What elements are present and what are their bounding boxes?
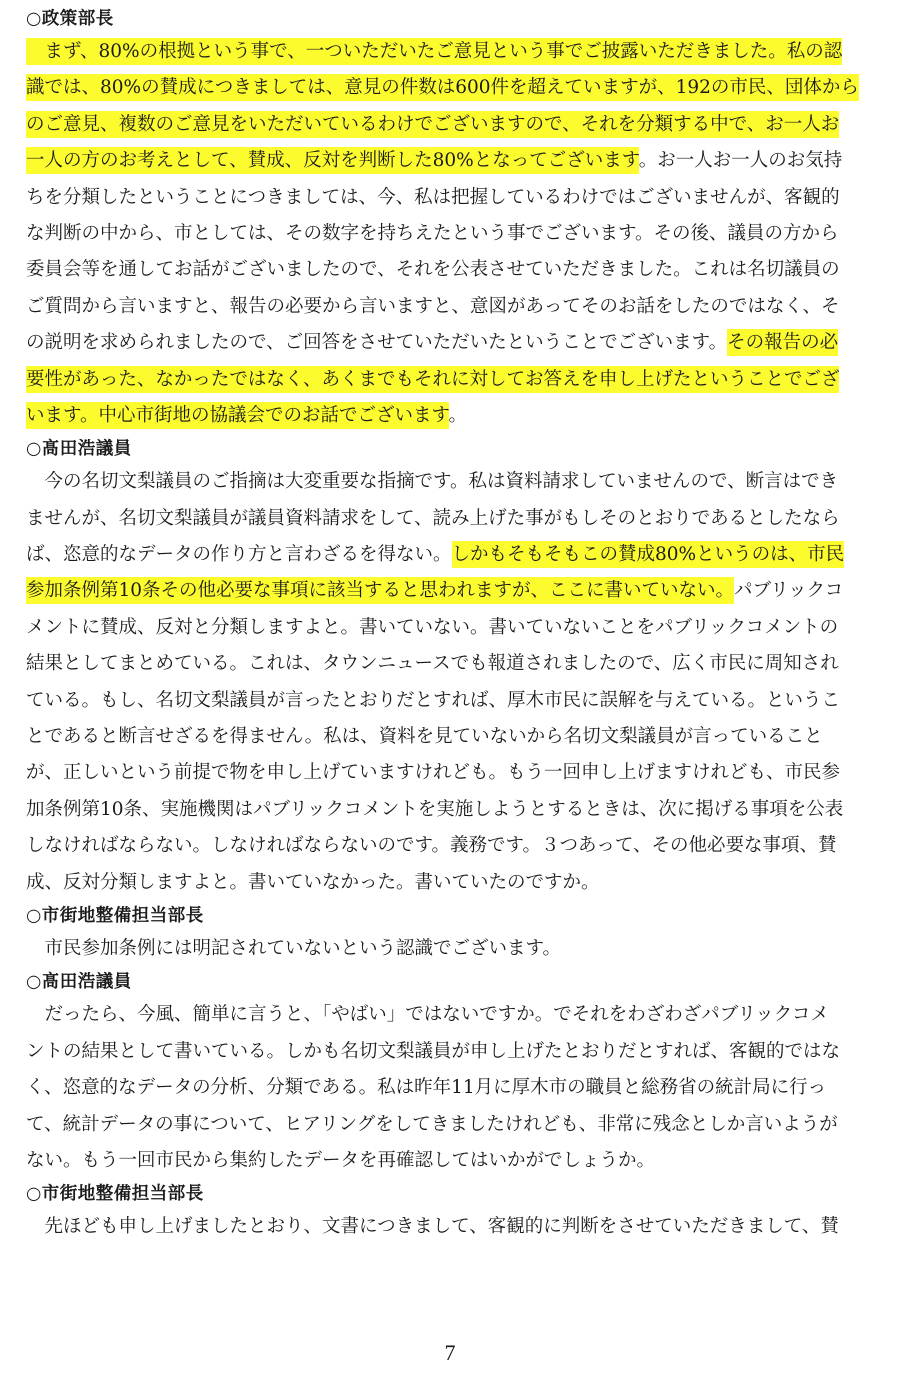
text-line	[26, 1209, 892, 1245]
text-line	[26, 931, 892, 967]
text-line	[26, 573, 892, 609]
text-line	[26, 398, 892, 434]
text-line	[26, 216, 892, 252]
text-segment: 。	[448, 404, 468, 426]
text-line	[26, 719, 892, 755]
text-line	[26, 828, 892, 864]
text-segment: な判断の中から、市としては、その数字を持ちえたという事でございます。その後、議員の方から	[26, 222, 839, 244]
text-segment: が、正しいという前提で物を申し上げていますけれども。もう一回申し上げますけれども、市民参	[26, 762, 841, 784]
text-line	[26, 1070, 892, 1106]
text-segment: 今の名切文梨議員のご指摘は大変重要な指摘です。私は資料請求していませんので、断言はでき	[26, 471, 839, 493]
text-segment: とであると断言せざるを得ません。私は、資料を見ていないから名切文梨議員が言っていること	[26, 726, 823, 748]
text-line	[26, 143, 892, 179]
text-line	[26, 683, 892, 719]
highlighted-text: います。中心市街地の協議会でのお話でございます	[26, 402, 449, 429]
text-segment: メントに賛成、反対と分類しますよと。書いていない。書いていないことをパブリックコメントの	[26, 616, 839, 638]
highlighted-text: 参加条例第10条その他必要な事項に該当すると思われますが、ここに書いていない。	[26, 577, 734, 604]
text-segment: 委員会等を通してお話がございましたので、それを公表させていただきました。これは名切議員の	[26, 259, 840, 281]
text-segment: 先ほども申し上げましたとおり、文書につきまして、客観的に判断をさせていただきまして、賛	[26, 1216, 839, 1238]
text-line	[26, 501, 892, 537]
speaker-heading: ○市街地整備担当部長	[26, 905, 204, 926]
highlighted-text: 一人の方のお考えとして、賛成、反対を判断した80%となってございます	[26, 147, 639, 174]
text-line	[26, 289, 892, 325]
text-line	[26, 34, 892, 70]
text-segment: く、恣意的なデータの分析、分類である。私は昨年11月に厚木市の職員と総務省の統計局に行っ	[26, 1077, 827, 1099]
text-line	[26, 537, 892, 573]
text-line	[26, 865, 892, 901]
highlighted-text: まず、80%の根拠という事で、一ついただいたご意見という事でご披露いただきました。私の認	[26, 38, 842, 65]
text-segment: ントの結果として書いている。しかも名切文梨議員が申し上げたとおりだとすれば、客観的ではな	[26, 1040, 841, 1062]
text-line	[26, 1143, 892, 1179]
highlighted-text: その報告の必	[727, 329, 838, 356]
speaker-heading: ○政策部長	[26, 9, 114, 29]
text-segment: 加条例第10条、実施機関はパブリックコメントを実施しようとするときは、次に掲げる事項を公表	[26, 798, 844, 820]
text-segment: しなければならない。しなければならないのです。義務です。３つあって、その他必要な事項、賛	[26, 835, 837, 857]
speaker-heading: ○髙田浩議員	[26, 439, 132, 460]
page-number: 7	[444, 1340, 456, 1365]
text-line	[26, 70, 892, 106]
text-segment: ませんが、名切文梨議員が議員資料請求をして、読み上げた事がもしそのとおりであるとしたなら	[26, 507, 840, 529]
text-line	[26, 792, 892, 828]
text-segment: ない。もう一回市民から集約したデータを再確認してはいかがでしょうか。	[26, 1149, 656, 1171]
text-line	[26, 252, 892, 288]
text-segment: 結果としてまとめている。これは、タウンニュースでも報道されましたので、広く市民に周知され	[26, 653, 839, 675]
text-line	[26, 997, 892, 1033]
text-segment: 。お一人お一人のお気持	[638, 150, 843, 172]
text-line	[26, 610, 892, 646]
minutes-body	[26, 4, 892, 1246]
text-segment: だったら、今風、簡単に言うと、「やばい」ではないですか。でそれをわざわざパブリックコメ	[26, 1004, 829, 1026]
speaker-heading: ○市街地整備担当部長	[26, 1184, 204, 1205]
text-line	[26, 325, 892, 361]
text-line	[26, 464, 892, 500]
text-segment: 成、反対分類しますよと。書いていなかった。書いていたのですか。	[26, 871, 600, 893]
highlighted-text: 識では、80%の賛成につきましては、意見の件数は600件を超えていますが、192の市民、団体から	[26, 74, 859, 101]
text-segment: ている。もし、名切文梨議員が言ったとおりだとすれば、厚木市民に誤解を与えている。というこ	[26, 689, 841, 711]
text-segment: パブリックコ	[734, 580, 844, 602]
text-line	[26, 1034, 892, 1070]
text-segment: ご質問から言いますと、報告の必要から言いますと、意図があってそのお話をしたのではなく、そ	[26, 295, 840, 317]
text-segment: ば、恣意的なデータの作り方と言わざるを得ない。	[26, 544, 452, 566]
text-segment: 市民参加条例には明記されていないという認識でございます。	[26, 937, 562, 959]
text-line	[26, 107, 892, 143]
text-segment: て、統計データの事について、ヒアリングをしてきましたけれども、非常に残念としか言いようが	[26, 1113, 838, 1135]
text-line	[26, 755, 892, 791]
text-line	[26, 1107, 892, 1143]
text-line	[26, 646, 892, 682]
text-line	[26, 180, 892, 216]
speaker-heading: ○髙田浩議員	[26, 972, 132, 993]
highlighted-text: 要性があった、なかったではなく、あくまでもそれに対してお答えを申し上げたということでござ	[26, 366, 839, 393]
highlighted-text: のご意見、複数のご意見をいただいているわけでございますので、それを分類する中で、お一人お	[26, 111, 839, 138]
text-segment: の説明を求められましたので、ご回答をさせていただいたということでございます。	[26, 332, 728, 354]
text-line	[26, 362, 892, 398]
text-segment: ちを分類したということにつきましては、今、私は把握しているわけではございませんが、客観的	[26, 186, 840, 208]
highlighted-text: しかもそもそもこの賛成80%というのは、市民	[452, 541, 845, 568]
